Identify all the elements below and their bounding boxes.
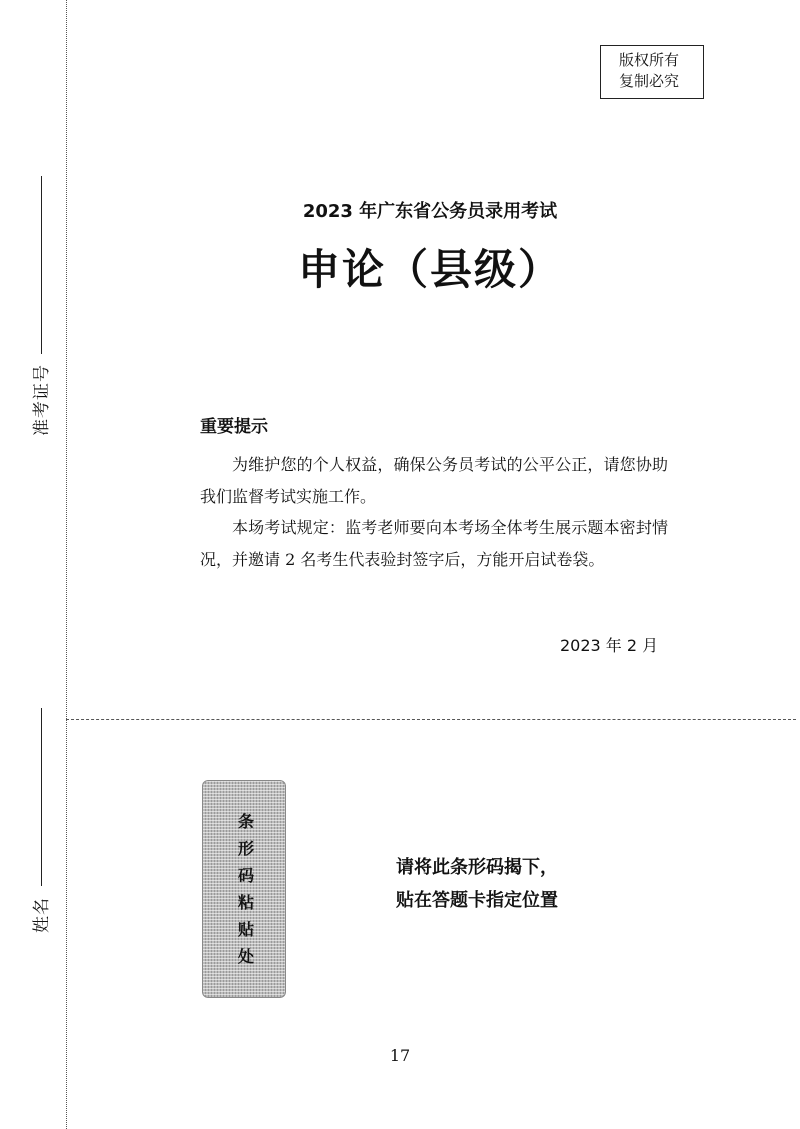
barcode-instruction-line-2: 贴在答题卡指定位置 [396, 890, 558, 911]
copyright-line-2: 复制必究 [619, 72, 680, 90]
notice-date: 2023 年 2 月 [560, 636, 659, 655]
barcode-instruction [396, 851, 558, 917]
exam-id-label: 准考证号 [32, 364, 52, 436]
notice-paragraph-1: 为维护您的个人权益，确保公务员考试的公平公正，请您协助我们监督考试实施工作。 [200, 455, 668, 506]
page-number: 17 [389, 1046, 411, 1065]
copyright-line-1: 版权所有 [619, 51, 680, 69]
tear-off-dashed-line [66, 719, 796, 720]
notice-heading: 重要提示 [200, 417, 268, 437]
subject-title: 申论（县级） [297, 245, 562, 294]
copyright-stamp [600, 45, 704, 99]
binding-dotted-line [66, 0, 67, 1129]
name-label: 姓名 [32, 897, 52, 933]
exam-title: 2023 年广东省公务员录用考试 [302, 201, 558, 222]
barcode-instruction-line-1: 请将此条形码揭下， [396, 857, 558, 878]
name-write-line [41, 708, 42, 886]
barcode-label: 条形码粘贴处 [237, 812, 254, 966]
notice-paragraph-2: 本场考试规定：监考老师要向本考场全体考生展示题本密封情况，并邀请 2 名考生代表验封签字后，方能开启试卷袋。 [200, 518, 668, 569]
